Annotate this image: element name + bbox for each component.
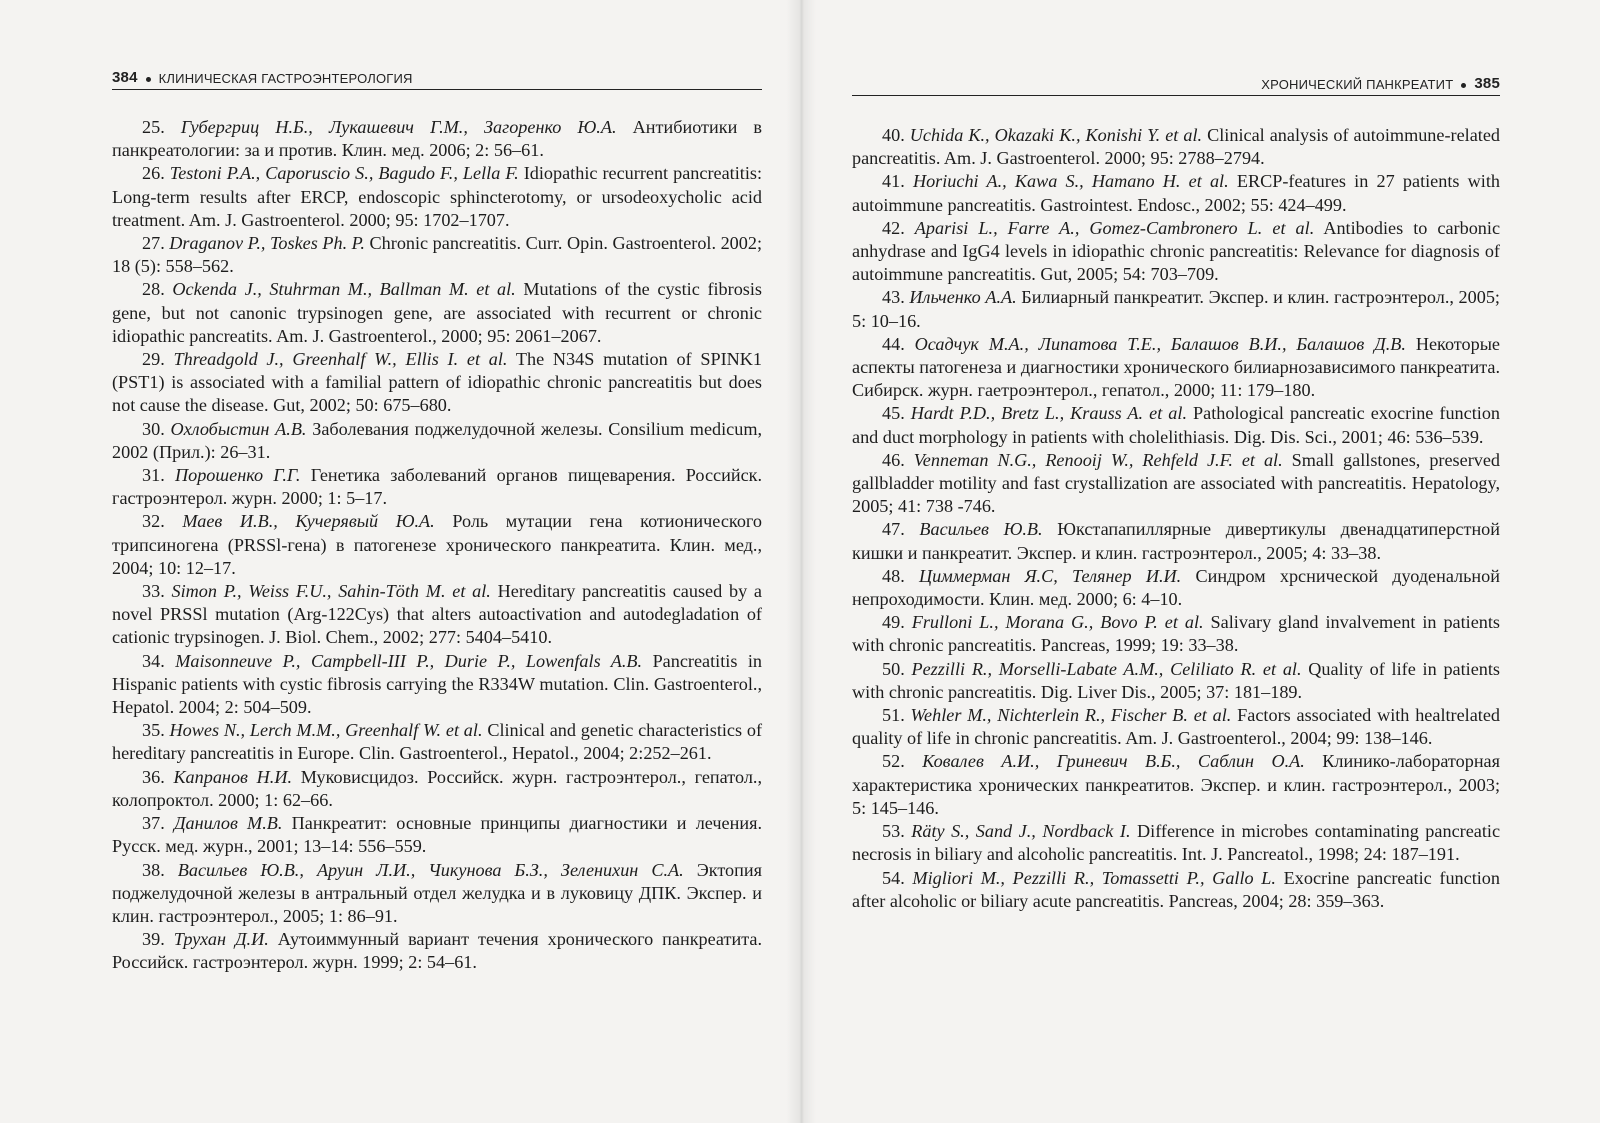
reference-number: 54. bbox=[882, 867, 905, 888]
reference-text: Difference in microbes contaminating pancreatic necrosis in biliary and alcoholic pancreatitis. Int. J. Pancreatol., 1998; 24: 187–191. bbox=[852, 821, 1501, 865]
reference-authors: Threadgold J., Greenhalf W., Ellis I. et al. bbox=[173, 349, 508, 370]
reference-item bbox=[112, 116, 762, 162]
reference-number: 44. bbox=[882, 333, 905, 354]
reference-authors: Simon P., Weiss F.U., Sahin-Töth M. et al. bbox=[171, 581, 491, 602]
reference-text: Chronic pancreatitis. Curr. Opin. Gastroenterol. 2002; 18 (5): 558–562. bbox=[112, 233, 762, 277]
running-head-right bbox=[852, 70, 1500, 96]
reference-text: Clinical analysis of autoimmune-related pancreatitis. Am. J. Gastroenterol. 2000; 95: 2788–2794. bbox=[852, 125, 1501, 169]
reference-authors: Migliori M., Pezzilli R., Tomassetti P., Gallo L. bbox=[912, 867, 1276, 888]
reference-authors: Губергриц Н.Б., Лукашевич Г.М., Загоренко Ю.А. bbox=[180, 117, 617, 137]
reference-number: 31. bbox=[142, 465, 165, 486]
reference-authors: Охлобыстин А.В. bbox=[170, 418, 307, 439]
reference-item bbox=[852, 124, 1500, 170]
reference-item bbox=[112, 464, 762, 510]
reference-number: 25. bbox=[142, 117, 165, 137]
reference-authors: Horiuchi A., Kawa S., Hamano H. et al. bbox=[912, 171, 1229, 192]
reference-number: 32. bbox=[142, 511, 165, 532]
reference-authors: Трухан Д.И. bbox=[173, 929, 269, 950]
reference-authors: Hardt P.D., Bretz L., Krauss A. et al. bbox=[910, 403, 1187, 424]
reference-item bbox=[112, 232, 762, 278]
reference-text: Small gallstones, preserved gallbladder motility and fast crystallization are associated with pancreatitis. Hepatology, 2005; 41: 738 -746. bbox=[852, 449, 1501, 517]
reference-number: 41. bbox=[882, 171, 905, 192]
reference-item bbox=[112, 278, 762, 348]
reference-authors: Порошенко Г.Г. bbox=[174, 465, 301, 486]
reference-number: 52. bbox=[882, 751, 905, 772]
reference-authors: Uchida K., Okazaki K., Konishi Y. et al. bbox=[909, 125, 1203, 145]
reference-text: Эктопия поджелудочной железы в антральный отдел желудка и в луковицу ДПК. Экспер. и клин. гастроэнтерол., 2005; 1: 86–91. bbox=[112, 859, 762, 926]
reference-text: Синдром хрснической дуоденальной непроходимости. Клин. мед. 2000; 6: 4–10. bbox=[852, 565, 1500, 610]
left-page bbox=[112, 0, 762, 1123]
reference-authors: Pezzilli R., Morselli-Labate A.M., Celiliato R. et al. bbox=[911, 658, 1302, 679]
reference-list-right bbox=[852, 124, 1500, 913]
reference-number: 36. bbox=[142, 766, 165, 787]
reference-text: Pathological pancreatic exocrine function and duct morphology in patients with cholelithiasis. Dig. Dis. Sci., 2001; 46: 536–539. bbox=[852, 403, 1501, 447]
reference-number: 35. bbox=[142, 720, 165, 741]
reference-item bbox=[852, 333, 1500, 403]
reference-number: 39. bbox=[142, 929, 165, 950]
reference-authors: Маев И.В., Кучерявый Ю.А. bbox=[182, 511, 435, 532]
reference-item bbox=[852, 611, 1500, 657]
reference-number: 53. bbox=[882, 821, 905, 842]
reference-authors: Howes N., Lerch M.M., Greenhalf W. et al. bbox=[169, 720, 483, 741]
reference-text: Клинико-лабораторная характеристика хронических панкреатитов. Экспер. и клин. гастроэнтерол., 2003; 5: 145–146. bbox=[852, 751, 1500, 818]
reference-number: 28. bbox=[142, 279, 165, 300]
reference-number: 34. bbox=[142, 650, 165, 671]
reference-item bbox=[112, 580, 762, 650]
reference-authors: Данилов М.В. bbox=[173, 813, 283, 834]
reference-text: Юкстапапиллярные дивертикулы двенадцатиперстной кишки и панкреатит. Экспер. и клин. гастроэнтерол., 2005; 4: 33–38. bbox=[852, 519, 1501, 563]
reference-number: 48. bbox=[882, 565, 905, 586]
reference-authors: Циммерман Я.С, Телянер И.И. bbox=[918, 565, 1182, 586]
reference-item bbox=[112, 928, 762, 974]
reference-number: 51. bbox=[882, 705, 905, 726]
reference-authors: Wehler M., Nichterlein R., Fischer B. et al. bbox=[910, 705, 1232, 726]
reference-item bbox=[852, 750, 1500, 820]
reference-item bbox=[112, 719, 762, 765]
reference-number: 27. bbox=[142, 233, 165, 254]
page-number: 385 bbox=[1474, 75, 1500, 92]
reference-item bbox=[852, 518, 1500, 564]
reference-authors: Frulloni L., Morana G., Bovo P. et al. bbox=[911, 612, 1204, 633]
reference-text: Билиарный панкреатит. Экспер. и клин. гастроэнтерол., 2005; 5: 10–16. bbox=[852, 287, 1500, 331]
reference-number: 43. bbox=[882, 287, 905, 308]
reference-list-left bbox=[112, 116, 762, 975]
reference-authors: Ильченко А.А. bbox=[909, 287, 1017, 308]
reference-item bbox=[112, 162, 762, 232]
reference-item bbox=[852, 820, 1500, 866]
reference-item bbox=[112, 650, 762, 720]
reference-item bbox=[852, 402, 1500, 448]
reference-text: Роль мутации гена котионического трипсиногена (PRSSl-гена) в патогенезе хронического панкреатита. Клин. мед., 2004; 10: 12–17. bbox=[112, 511, 763, 578]
running-title: ХРОНИЧЕСКИЙ ПАНКРЕАТИТ bbox=[1261, 77, 1454, 92]
running-title: КЛИНИЧЕСКАЯ ГАСТРОЭНТЕРОЛОГИЯ bbox=[158, 71, 413, 86]
reference-item bbox=[852, 170, 1500, 216]
reference-authors: Ockenda J., Stuhrman M., Ballman M. et al. bbox=[172, 279, 516, 300]
reference-item bbox=[112, 418, 762, 464]
reference-text: Генетика заболеваний органов пищеварения. Российск. гастроэнтерол. журн. 2000; 1: 5–17. bbox=[112, 465, 763, 509]
reference-item bbox=[112, 510, 762, 580]
reference-item bbox=[852, 704, 1500, 750]
reference-authors: Капранов Н.И. bbox=[173, 766, 293, 787]
reference-authors: Васильев Ю.В. bbox=[919, 519, 1043, 540]
reference-text: Idiopathic recurrent pancreatitis: Long-term results after ERCP, endoscopic sphincterotomy, or ursodeoxycholic acid treatment. Am. J. Gastroenterol. 2000; 95: 1702–1707. bbox=[112, 163, 763, 230]
reference-authors: Räty S., Sand J., Nordback I. bbox=[911, 821, 1131, 842]
reference-number: 46. bbox=[882, 449, 905, 470]
reference-number: 29. bbox=[142, 349, 165, 370]
reference-text: The N34S mutation of SPINK1 (PST1) is associated with a familial pattern of idiopathic chronic pancreatitis but does not cause the disease. Gut, 2002; 50: 675–680. bbox=[112, 349, 763, 416]
reference-text: Clinical and genetic characteristics of hereditary pancreatitis in Europe. Clin. Gastroenterol., Hepatol., 2004; 2:252–261. bbox=[112, 720, 763, 764]
reference-text: Factors associated with healtrelated quality of life in chronic pancreatitis. Am. J. Gastroenterol., 2004; 99: 138–146. bbox=[852, 705, 1501, 749]
bullet-icon bbox=[1461, 83, 1466, 88]
bullet-icon bbox=[146, 77, 151, 82]
reference-item bbox=[852, 449, 1500, 519]
reference-number: 33. bbox=[142, 581, 165, 602]
reference-number: 38. bbox=[142, 859, 165, 880]
reference-text: Exocrine pancreatic function after alcoholic or biliary acute pancreatitis. Pancreas, 2004; 28: 359–363. bbox=[852, 867, 1500, 911]
reference-authors: Testoni P.A., Caporuscio S., Bagudo F., Lella F. bbox=[169, 163, 519, 184]
reference-text: Salivary gland invalvement in patients with chronic pancreatitis. Pancreas, 1999; 19: 33–38. bbox=[852, 612, 1501, 656]
right-page bbox=[852, 0, 1500, 1123]
reference-authors: Draganov P., Toskes Ph. P. bbox=[169, 233, 365, 254]
reference-item bbox=[112, 812, 762, 858]
reference-text: Заболевания поджелудочной железы. Consilium medicum, 2002 (Прил.): 26–31. bbox=[112, 418, 763, 462]
reference-item bbox=[852, 658, 1500, 704]
reference-number: 37. bbox=[142, 813, 165, 834]
reference-item bbox=[852, 565, 1500, 611]
reference-authors: Venneman N.G., Renooij W., Rehfeld J.F. et al. bbox=[913, 449, 1283, 470]
reference-text: Муковисцидоз. Российск. журн. гастроэнтерол., гепатол., колопроктол. 2000; 1: 62–66. bbox=[112, 766, 762, 810]
reference-item bbox=[852, 867, 1500, 913]
reference-text: Антибиотики в панкреатологии: за и против. Клин. мед. 2006; 2: 56–61. bbox=[112, 117, 763, 161]
reference-item bbox=[852, 217, 1500, 287]
reference-item bbox=[112, 859, 762, 929]
reference-number: 45. bbox=[882, 403, 905, 424]
reference-text: Mutations of the cystic fibrosis gene, but not canonic trypsinogen gene, are associated with recurrent or chronic idiopathic pancreatits. Am. J. Gastroenterol., 2000; 95: 2061–2067. bbox=[112, 279, 763, 346]
reference-number: 50. bbox=[882, 658, 905, 679]
reference-text: Hereditary pancreatitis caused by a novel PRSSl mutation (Arg-122Cys) that alters autoactivation and autodegladation of cationic trypsinogen. J. Biol. Chem., 2002; 277: 5404–5410. bbox=[112, 581, 762, 648]
reference-item bbox=[852, 286, 1500, 332]
page-number: 384 bbox=[112, 69, 138, 86]
reference-number: 49. bbox=[882, 612, 905, 633]
reference-text: Antibodies to carbonic anhydrase and IgG4 levels in idiopathic chronic pancreatitis: Relevance for diagnosis of autoimmune pancreatitis. Gut, 2005; 54: 703–709. bbox=[852, 217, 1501, 285]
reference-text: Панкреатит: основные принципы диагностики и лечения. Русск. мед. журн., 2001; 13–14: 556–559. bbox=[112, 813, 763, 857]
reference-text: Pancreatitis in Hispanic patients with cystic fibrosis carrying the R334W mutation. Clin. Gastroenterol., Hepatol. 2004; 2: 504–509. bbox=[112, 650, 763, 718]
reference-number: 40. bbox=[882, 125, 905, 145]
reference-text: Аутоиммунный вариант течения хронического панкреатита. Российск. гастроэнтерол. журн. 1999; 2: 54–61. bbox=[112, 929, 763, 973]
reference-authors: Ковалев А.И., Гриневич В.Б., Саблин О.А. bbox=[922, 751, 1305, 772]
reference-number: 30. bbox=[142, 418, 165, 439]
reference-authors: Васильев Ю.В., Аруин Л.И., Чикунова Б.З., Зеленихин С.А. bbox=[177, 859, 684, 880]
reference-authors: Aparisi L., Farre A., Gomez-Cambronero L. et al. bbox=[914, 217, 1315, 238]
reference-text: ERCP-features in 27 patients with autoimmune pancreatitis. Gastrointest. Endosc., 2002; 55: 424–499. bbox=[852, 171, 1501, 215]
reference-authors: Осадчук М.А., Липатова Т.Е., Балашов В.И., Балашов Д.В. bbox=[914, 333, 1406, 354]
reference-text: Некоторые аспекты патогенеза и диагностики хронического билиарнозависимого панкреатита. Сибирск. журн. гаетроэнтерол., гепатол., 2000; 11: 179–180. bbox=[852, 333, 1500, 401]
running-head-left bbox=[112, 64, 762, 90]
reference-item bbox=[112, 766, 762, 812]
reference-text: Quality of life in patients with chronic pancreatitis. Dig. Liver Dis., 2005; 37: 181–189. bbox=[852, 658, 1501, 702]
reference-number: 47. bbox=[882, 519, 905, 540]
reference-number: 26. bbox=[142, 163, 165, 184]
book-gutter bbox=[786, 0, 816, 1123]
reference-number: 42. bbox=[882, 217, 905, 238]
reference-item bbox=[112, 348, 762, 418]
reference-authors: Maisonneuve P., Campbell-III P., Durie P., Lowenfals A.B. bbox=[175, 650, 643, 671]
